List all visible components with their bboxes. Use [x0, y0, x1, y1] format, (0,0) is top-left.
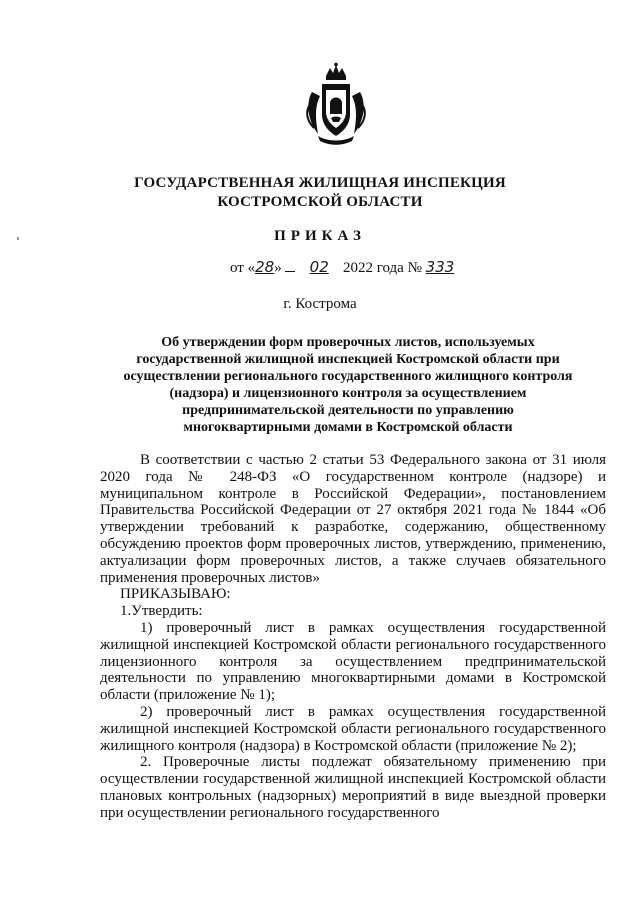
date-prefix: от «	[230, 260, 256, 276]
organization-name-line1: ГОСУДАРСТВЕННАЯ ЖИЛИЩНАЯ ИНСПЕКЦИЯ	[134, 175, 506, 191]
organization-name-line2: КОСТРОМСКОЙ ОБЛАСТИ	[217, 194, 423, 210]
item-1-1: 1) проверочный лист в рамках осуществления государственной жилищной инспекцией Костромской области регионального государственного лицензионного контроля за осуществлением предпринимательской деятельности по управлению многоквартирными домами в Костромской области (приложение № 1);	[100, 619, 606, 704]
paragraph-basis: В соответствии с частью 2 статьи 53 Федерального закона от 31 июля 2020 года № 248-ФЗ «О государственном контроле (надзоре) и муниципальном контроле в Российской Федерации», постановлением Правительства Российской Федерации от 27 октября 2021 года № 1844 «Об утверждении требований к разработке, содержанию, общественному обсуждению проектов форм проверочных листов, утверждению, применению, актуализации форм проверочных листов, а также случаев обязательного применения проверочных листов»	[100, 452, 606, 586]
order-number: 333	[425, 258, 455, 276]
scan-artifact	[17, 237, 19, 240]
item-2: 2. Проверочные листы подлежат обязательному применению при осуществлении государственной жилищной инспекцией Костромской области плановых контрольных (надзорных) мероприятий в виде выездной проверки при осуществлении регионального государственного	[100, 754, 606, 821]
document-type: ПРИКАЗ	[274, 228, 366, 244]
order-date-number	[230, 258, 530, 277]
item-1-2: 2) проверочный лист в рамках осуществления государственной жилищной инспекцией Костромской области регионального государственного жилищного контроля (надзора) в Костромской области (приложение № 2);	[100, 703, 606, 754]
coat-of-arms-icon	[304, 62, 368, 146]
date-month: 02	[309, 258, 329, 276]
document-body	[100, 452, 606, 822]
order-subject: Об утверждении форм проверочных листов, используемых государственной жилищной инспекцией Костромской области при осуществлении регионального государственного жилищного контроля (надзора) и лицензионного контроля за осуществлением предпринимательской деятельности по управлению многоквартирными домами в Костромской области	[123, 335, 573, 435]
city: г. Кострома	[283, 296, 357, 312]
date-day-close: »	[274, 260, 282, 276]
date-day: 28	[255, 258, 275, 276]
order-word: ПРИКАЗЫВАЮ:	[120, 586, 231, 603]
date-year: 2022 года №	[342, 260, 422, 276]
item-1: 1.Утвердить:	[120, 603, 203, 620]
